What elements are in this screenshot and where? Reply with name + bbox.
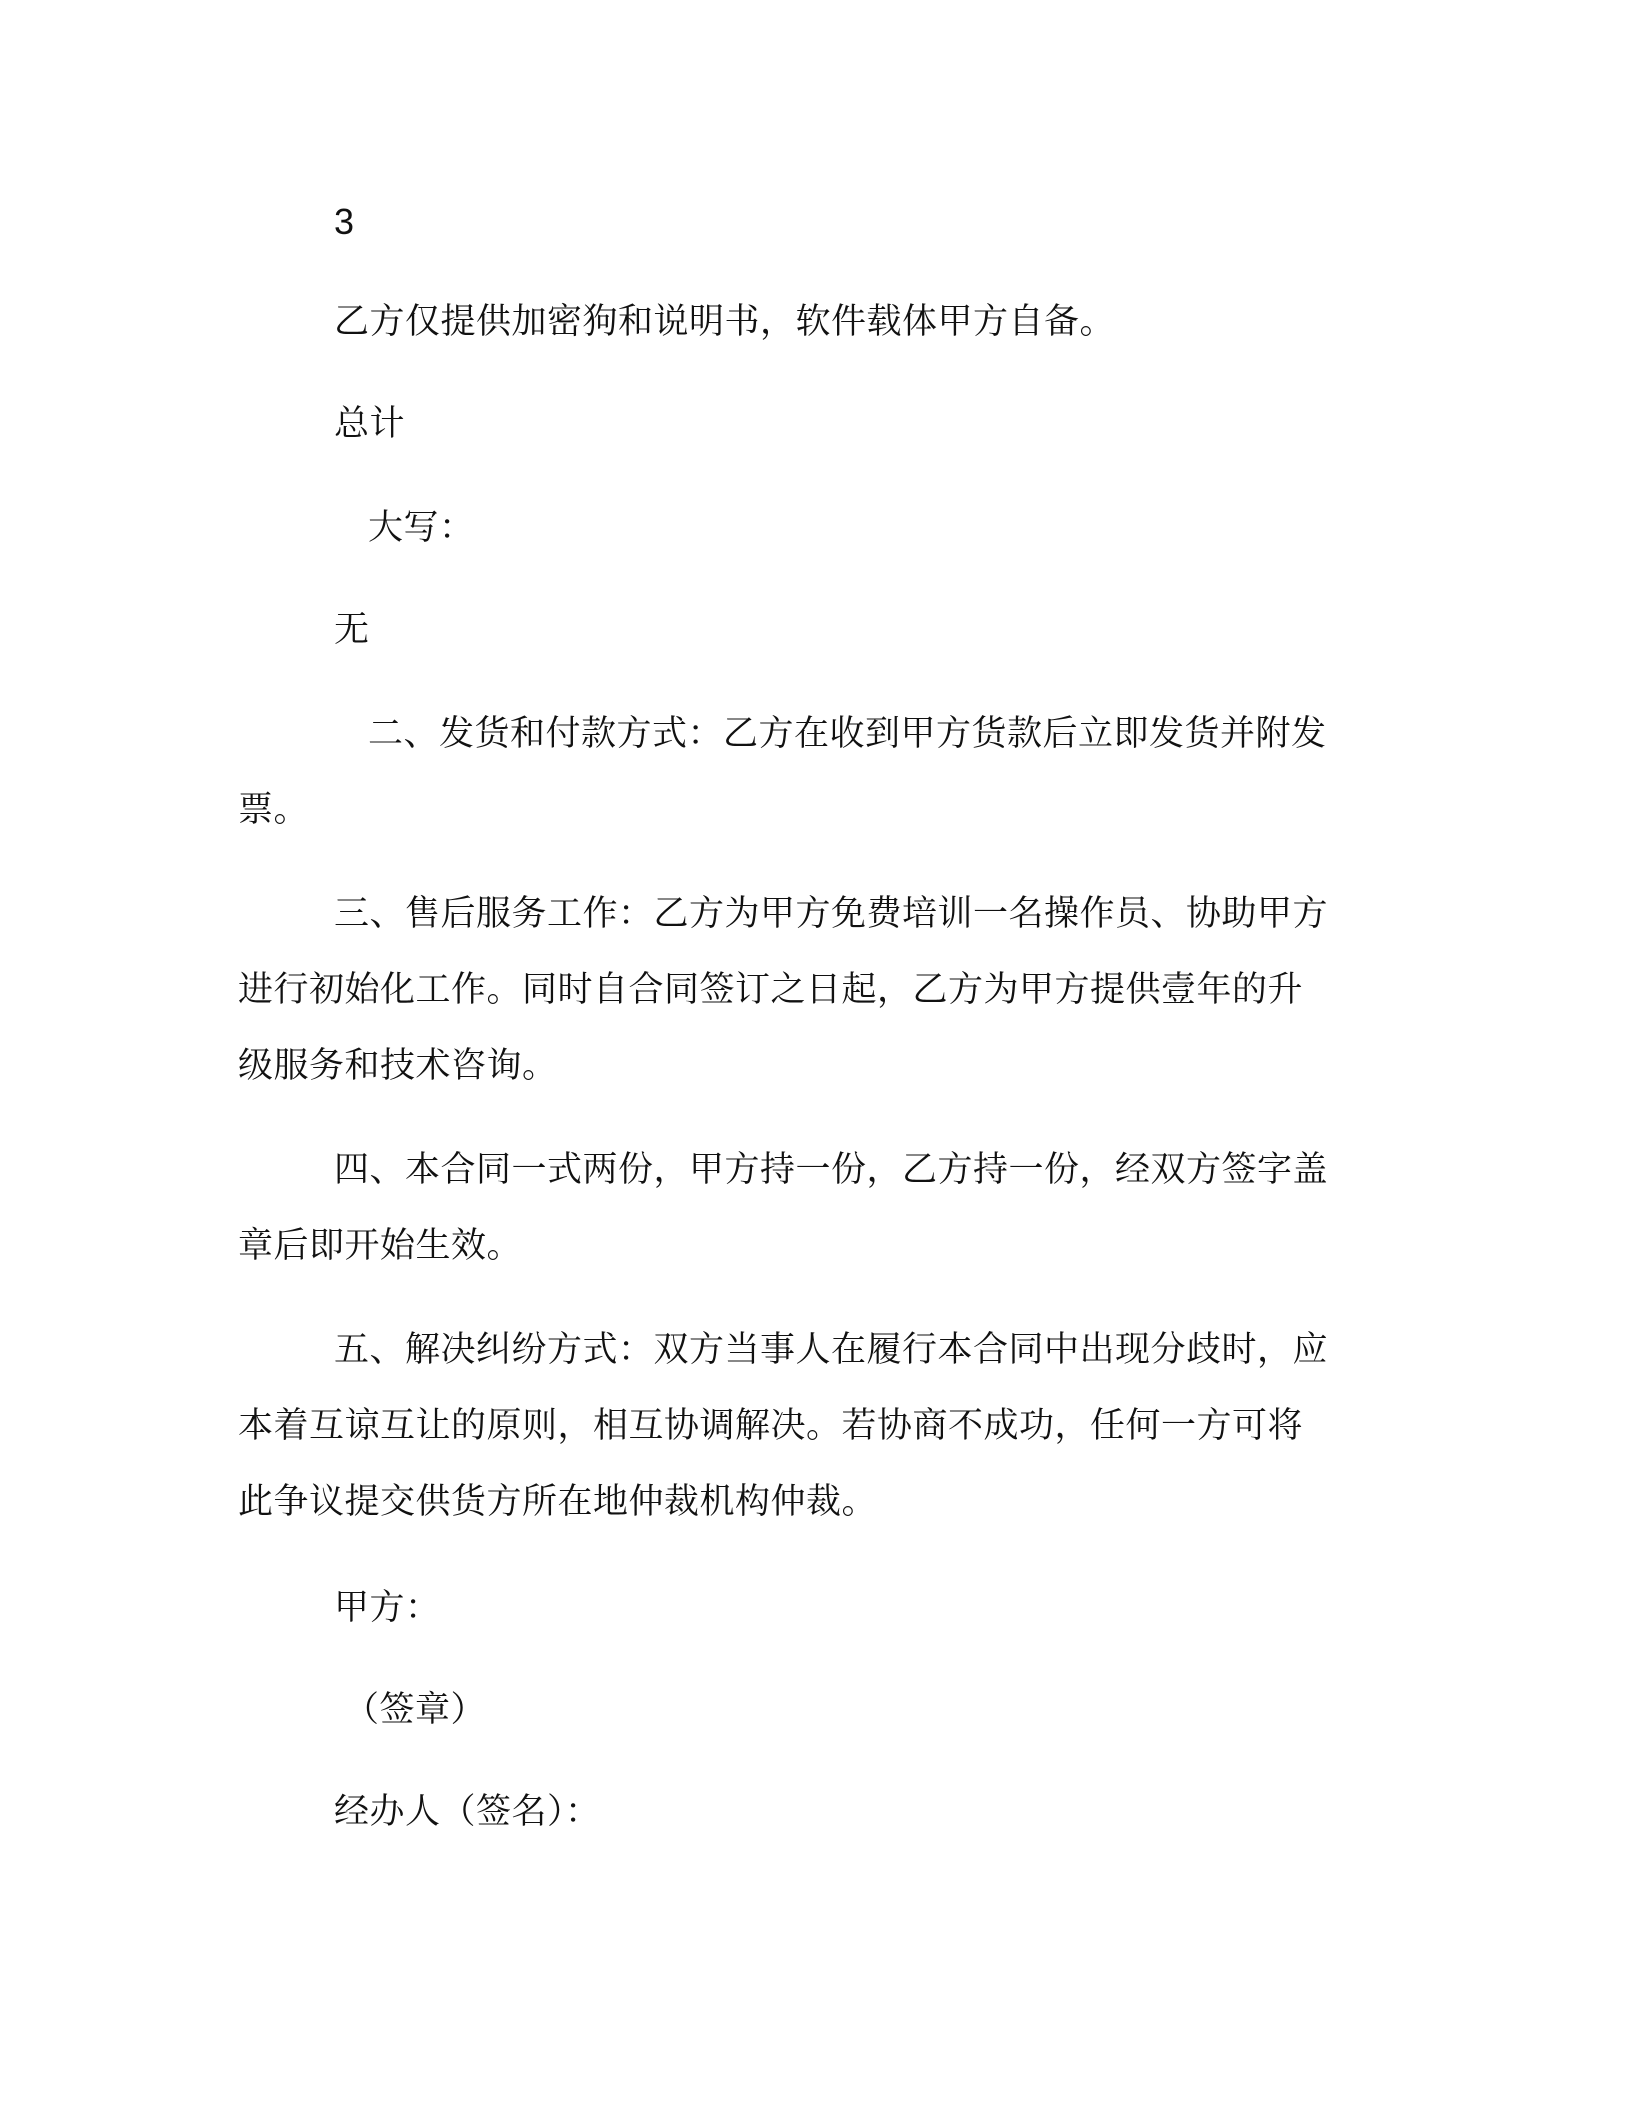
- clause-3-line-1: 三、售后服务工作：乙方为甲方免费培训一名操作员、协助甲方: [334, 894, 1329, 934]
- clause-5-line-3: 此争议提交供货方所在地仲裁机构仲裁。: [238, 1482, 878, 1522]
- handler-signature-label: 经办人（签名）：: [334, 1792, 601, 1832]
- capital-amount-label: 大写：: [368, 508, 475, 548]
- seal-label: （签章）: [344, 1690, 487, 1730]
- none-value: 无: [334, 610, 370, 650]
- clause-3-line-3: 级服务和技术咨询。: [238, 1046, 558, 1086]
- clause-5-line-1: 五、解决纠纷方式：双方当事人在履行本合同中出现分歧时，应: [334, 1330, 1329, 1370]
- clause-5-line-2: 本着互谅互让的原则，相互协调解决。若协商不成功，任何一方可将: [238, 1406, 1304, 1446]
- item-quantity: 3: [334, 201, 355, 242]
- clause-4-line-1: 四、本合同一式两份，甲方持一份，乙方持一份，经双方签字盖: [334, 1150, 1329, 1190]
- clause-4-line-2: 章后即开始生效。: [238, 1226, 523, 1266]
- total-label: 总计: [334, 404, 406, 444]
- party-a-label: 甲方：: [334, 1588, 441, 1628]
- supply-note: 乙方仅提供加密狗和说明书，软件载体甲方自备。: [334, 302, 1116, 342]
- clause-2-line-1: 二、发货和付款方式：乙方在收到甲方货款后立即发货并附发: [368, 714, 1327, 754]
- clause-2-line-2: 票。: [238, 790, 310, 830]
- clause-3-line-2: 进行初始化工作。同时自合同签订之日起，乙方为甲方提供壹年的升: [238, 970, 1304, 1010]
